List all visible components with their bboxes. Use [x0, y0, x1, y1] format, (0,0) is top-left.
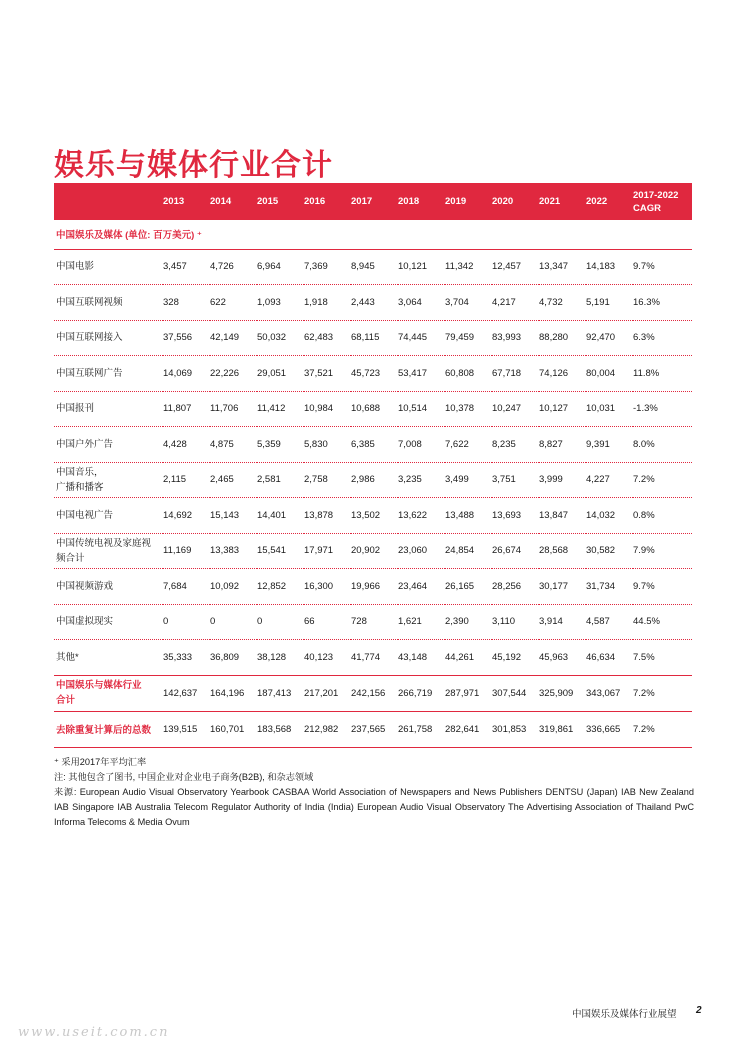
value-cell: 142,637: [163, 675, 210, 711]
value-cell: 30,177: [539, 569, 586, 605]
value-cell: 37,521: [304, 356, 351, 392]
value-cell: 10,092: [210, 569, 257, 605]
value-cell: 60,808: [445, 356, 492, 392]
value-cell: 88,280: [539, 320, 586, 356]
value-cell: 183,568: [257, 711, 304, 747]
page-number: 2: [696, 1005, 702, 1016]
value-cell: 11,706: [210, 391, 257, 427]
header-cagr-line: 2017-2022: [633, 190, 679, 201]
value-cell: 3,499: [445, 462, 492, 498]
cagr-cell: 0.8%: [633, 498, 692, 534]
header-year: 2015: [257, 183, 304, 220]
row-label: 中国传统电视及家庭视 频合计: [54, 533, 163, 569]
value-cell: 28,568: [539, 533, 586, 569]
value-cell: 164,196: [210, 675, 257, 711]
value-cell: 6,964: [257, 249, 304, 285]
value-cell: 15,143: [210, 498, 257, 534]
value-cell: 50,032: [257, 320, 304, 356]
cagr-cell: 6.3%: [633, 320, 692, 356]
value-cell: 10,127: [539, 391, 586, 427]
value-cell: 14,401: [257, 498, 304, 534]
table-row: [54, 640, 692, 676]
value-cell: 237,565: [351, 711, 398, 747]
row-label: 中国互联网广告: [54, 356, 163, 392]
value-cell: 5,191: [586, 285, 633, 321]
value-cell: 13,347: [539, 249, 586, 285]
value-cell: 13,693: [492, 498, 539, 534]
row-label: 中国互联网视频: [54, 285, 163, 321]
value-cell: 23,060: [398, 533, 445, 569]
cagr-cell: 8.0%: [633, 427, 692, 463]
value-cell: 53,417: [398, 356, 445, 392]
table-header-row: [54, 183, 692, 220]
value-cell: 2,390: [445, 604, 492, 640]
value-cell: 14,183: [586, 249, 633, 285]
value-cell: 4,217: [492, 285, 539, 321]
value-cell: 46,634: [586, 640, 633, 676]
section-label-row: [54, 220, 692, 249]
value-cell: 7,622: [445, 427, 492, 463]
value-cell: 287,971: [445, 675, 492, 711]
header-year: 2019: [445, 183, 492, 220]
value-cell: 79,459: [445, 320, 492, 356]
value-cell: 2,115: [163, 462, 210, 498]
value-cell: 11,169: [163, 533, 210, 569]
header-year: 2021: [539, 183, 586, 220]
header-year: 2017: [351, 183, 398, 220]
section-label: 中国娱乐及媒体 (单位: 百万美元) ⁺: [54, 220, 692, 249]
value-cell: 5,359: [257, 427, 304, 463]
row-label: 其他*: [54, 640, 163, 676]
header-year: 2014: [210, 183, 257, 220]
value-cell: 24,854: [445, 533, 492, 569]
value-cell: 8,235: [492, 427, 539, 463]
row-label: 中国电视广告: [54, 498, 163, 534]
value-cell: 160,701: [210, 711, 257, 747]
value-cell: 66: [304, 604, 351, 640]
value-cell: 0: [257, 604, 304, 640]
value-cell: 12,457: [492, 249, 539, 285]
value-cell: 8,945: [351, 249, 398, 285]
row-label: 中国音乐， 广播和播客: [54, 462, 163, 498]
cagr-cell: 7.2%: [633, 675, 692, 711]
value-cell: 3,457: [163, 249, 210, 285]
value-cell: 29,051: [257, 356, 304, 392]
value-cell: 14,692: [163, 498, 210, 534]
value-cell: 36,809: [210, 640, 257, 676]
page-title: 娱乐与媒体行业合计: [54, 148, 333, 183]
table-row: [54, 249, 692, 285]
value-cell: 15,541: [257, 533, 304, 569]
cagr-cell: 44.5%: [633, 604, 692, 640]
row-label: 中国虚拟现实: [54, 604, 163, 640]
table-row: [54, 462, 692, 498]
value-cell: 40,123: [304, 640, 351, 676]
value-cell: 74,126: [539, 356, 586, 392]
value-cell: 22,226: [210, 356, 257, 392]
cagr-cell: 7.5%: [633, 640, 692, 676]
value-cell: 2,986: [351, 462, 398, 498]
table-row: [54, 285, 692, 321]
row-label: 中国娱乐与媒体行业 合计: [54, 675, 163, 711]
value-cell: 14,032: [586, 498, 633, 534]
footer-title: 中国娱乐及媒体行业展望: [572, 1009, 677, 1020]
value-cell: 13,847: [539, 498, 586, 534]
value-cell: 10,688: [351, 391, 398, 427]
table-row: [54, 427, 692, 463]
value-cell: 20,902: [351, 533, 398, 569]
value-cell: 83,993: [492, 320, 539, 356]
value-cell: 2,758: [304, 462, 351, 498]
value-cell: 38,128: [257, 640, 304, 676]
table-row: [54, 320, 692, 356]
value-cell: 343,067: [586, 675, 633, 711]
value-cell: 80,004: [586, 356, 633, 392]
value-cell: 43,148: [398, 640, 445, 676]
value-cell: 44,261: [445, 640, 492, 676]
value-cell: 0: [210, 604, 257, 640]
value-cell: 4,726: [210, 249, 257, 285]
cagr-cell: 7.9%: [633, 533, 692, 569]
cagr-cell: 11.8%: [633, 356, 692, 392]
value-cell: 1,918: [304, 285, 351, 321]
value-cell: 336,665: [586, 711, 633, 747]
value-cell: 3,751: [492, 462, 539, 498]
value-cell: 139,515: [163, 711, 210, 747]
value-cell: 62,483: [304, 320, 351, 356]
value-cell: 187,413: [257, 675, 304, 711]
value-cell: 13,383: [210, 533, 257, 569]
data-table: [54, 183, 692, 748]
value-cell: 325,909: [539, 675, 586, 711]
value-cell: 217,201: [304, 675, 351, 711]
value-cell: 4,428: [163, 427, 210, 463]
value-cell: 12,852: [257, 569, 304, 605]
value-cell: 4,732: [539, 285, 586, 321]
value-cell: 2,581: [257, 462, 304, 498]
header-year: 2020: [492, 183, 539, 220]
value-cell: 31,734: [586, 569, 633, 605]
value-cell: 8,827: [539, 427, 586, 463]
value-cell: 4,587: [586, 604, 633, 640]
value-cell: 301,853: [492, 711, 539, 747]
note-other: 注: 其他包含了图书, 中国企业对企业电子商务(B2B), 和杂志领域: [54, 772, 314, 782]
row-label: 去除重复计算后的总数: [54, 711, 163, 747]
table-row: [54, 604, 692, 640]
value-cell: 30,582: [586, 533, 633, 569]
header-year: 2013: [163, 183, 210, 220]
row-label: 中国电影: [54, 249, 163, 285]
value-cell: 13,878: [304, 498, 351, 534]
value-cell: 16,300: [304, 569, 351, 605]
row-label: 中国视频游戏: [54, 569, 163, 605]
value-cell: 13,502: [351, 498, 398, 534]
header-cagr-line: CAGR: [633, 203, 661, 214]
value-cell: 282,641: [445, 711, 492, 747]
value-cell: 45,723: [351, 356, 398, 392]
cagr-cell: 7.2%: [633, 462, 692, 498]
value-cell: 10,984: [304, 391, 351, 427]
value-cell: 0: [163, 604, 210, 640]
value-cell: 3,235: [398, 462, 445, 498]
value-cell: 266,719: [398, 675, 445, 711]
watermark: www.useit.com.cn: [18, 1025, 170, 1040]
value-cell: 7,008: [398, 427, 445, 463]
value-cell: 728: [351, 604, 398, 640]
value-cell: 3,064: [398, 285, 445, 321]
value-cell: 4,227: [586, 462, 633, 498]
value-cell: 10,514: [398, 391, 445, 427]
value-cell: 42,149: [210, 320, 257, 356]
value-cell: 261,758: [398, 711, 445, 747]
table-row: [54, 391, 692, 427]
cagr-cell: -1.3%: [633, 391, 692, 427]
value-cell: 319,861: [539, 711, 586, 747]
value-cell: 11,412: [257, 391, 304, 427]
table-row: [54, 533, 692, 569]
value-cell: 26,674: [492, 533, 539, 569]
header-cagr: [633, 183, 692, 220]
value-cell: 3,110: [492, 604, 539, 640]
value-cell: 68,115: [351, 320, 398, 356]
value-cell: 92,470: [586, 320, 633, 356]
value-cell: 17,971: [304, 533, 351, 569]
value-cell: 1,093: [257, 285, 304, 321]
value-cell: 3,704: [445, 285, 492, 321]
cagr-cell: 7.2%: [633, 711, 692, 747]
table-row: [54, 569, 692, 605]
value-cell: 41,774: [351, 640, 398, 676]
header-year: 2018: [398, 183, 445, 220]
value-cell: 242,156: [351, 675, 398, 711]
value-cell: 10,121: [398, 249, 445, 285]
value-cell: 10,031: [586, 391, 633, 427]
value-cell: 13,622: [398, 498, 445, 534]
value-cell: 19,966: [351, 569, 398, 605]
value-cell: 1,621: [398, 604, 445, 640]
value-cell: 23,464: [398, 569, 445, 605]
notes: [54, 755, 694, 830]
header-label: [54, 183, 163, 220]
value-cell: 5,830: [304, 427, 351, 463]
row-label: 中国户外广告: [54, 427, 163, 463]
value-cell: 13,488: [445, 498, 492, 534]
value-cell: 7,684: [163, 569, 210, 605]
value-cell: 9,391: [586, 427, 633, 463]
net-total-row: [54, 711, 692, 747]
value-cell: 622: [210, 285, 257, 321]
header-year: 2016: [304, 183, 351, 220]
note-exchange-rate: ⁺ 采用2017年平均汇率: [54, 757, 147, 767]
header-year: 2022: [586, 183, 633, 220]
cagr-cell: 16.3%: [633, 285, 692, 321]
row-label: 中国互联网接入: [54, 320, 163, 356]
value-cell: 11,342: [445, 249, 492, 285]
value-cell: 10,247: [492, 391, 539, 427]
value-cell: 28,256: [492, 569, 539, 605]
table-row: [54, 498, 692, 534]
value-cell: 212,982: [304, 711, 351, 747]
cagr-cell: 9.7%: [633, 569, 692, 605]
value-cell: 7,369: [304, 249, 351, 285]
value-cell: 35,333: [163, 640, 210, 676]
value-cell: 6,385: [351, 427, 398, 463]
value-cell: 3,999: [539, 462, 586, 498]
value-cell: 2,443: [351, 285, 398, 321]
value-cell: 307,544: [492, 675, 539, 711]
value-cell: 67,718: [492, 356, 539, 392]
value-cell: 328: [163, 285, 210, 321]
value-cell: 14,069: [163, 356, 210, 392]
value-cell: 11,807: [163, 391, 210, 427]
value-cell: 37,556: [163, 320, 210, 356]
cagr-cell: 9.7%: [633, 249, 692, 285]
value-cell: 3,914: [539, 604, 586, 640]
table-row: [54, 356, 692, 392]
value-cell: 2,465: [210, 462, 257, 498]
value-cell: 45,963: [539, 640, 586, 676]
value-cell: 10,378: [445, 391, 492, 427]
row-label: 中国报刊: [54, 391, 163, 427]
total-row: [54, 675, 692, 711]
value-cell: 4,875: [210, 427, 257, 463]
note-source: 来源: European Audio Visual Observatory Yearbook CASBAA World Association of Newspapers and News Publishers DENTSU (Japan) IAB New Zealand IAB Singapore IAB Australia Telecom Regulator Authority of India (India) European Audio Visual Observatory The Advertising Association of Thailand PwC Informa Telecoms & Media Ovum: [54, 787, 694, 827]
value-cell: 26,165: [445, 569, 492, 605]
value-cell: 45,192: [492, 640, 539, 676]
value-cell: 74,445: [398, 320, 445, 356]
